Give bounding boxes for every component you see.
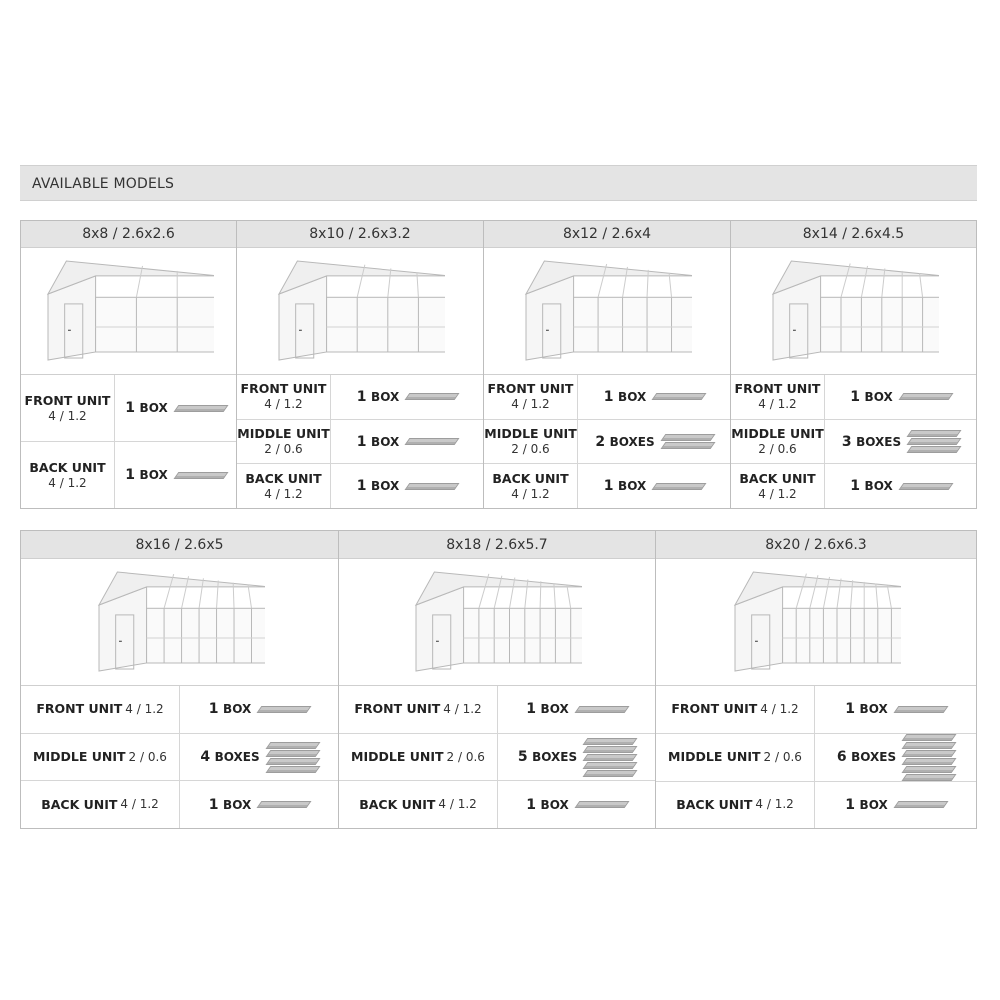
unit-table xyxy=(21,375,236,508)
package-box-icon xyxy=(265,750,320,757)
box-count-word: BOXES xyxy=(532,750,578,764)
box-stack xyxy=(896,706,946,713)
unit-name: FRONT UNIT xyxy=(36,701,123,717)
box-stack xyxy=(909,430,959,453)
unit-ratio: 4 / 1.2 xyxy=(48,475,87,490)
sunroom-illustration-icon xyxy=(95,567,265,677)
unit-row xyxy=(21,780,338,828)
package-box-icon xyxy=(893,801,948,808)
box-count-number: 1 xyxy=(850,478,861,495)
model-image xyxy=(484,248,730,375)
box-count-word: BOX xyxy=(864,479,893,494)
box-count-number: 1 xyxy=(526,796,537,813)
unit-row xyxy=(484,375,730,419)
box-stack xyxy=(904,734,954,781)
unit-name: FRONT UNIT xyxy=(671,701,758,717)
unit-label xyxy=(731,375,825,419)
box-count-number: 1 xyxy=(125,400,136,416)
box-count-word: BOX xyxy=(223,797,252,812)
model-image xyxy=(656,559,976,686)
section-title: AVAILABLE MODELS xyxy=(32,176,175,192)
box-count-cell xyxy=(498,781,655,828)
sunroom-illustration-icon xyxy=(522,256,692,366)
package-box-icon xyxy=(405,393,460,400)
box-count xyxy=(845,797,887,813)
package-box-icon xyxy=(907,438,962,445)
unit-row xyxy=(731,375,976,419)
package-box-icon xyxy=(907,430,962,437)
box-stack xyxy=(407,483,457,490)
model-image xyxy=(339,559,655,686)
unit-label xyxy=(339,781,498,828)
unit-ratio: 4 / 1.2 xyxy=(125,701,164,716)
box-count xyxy=(595,434,654,450)
box-count xyxy=(125,400,167,416)
model-size-title: 8x10 / 2.6x3.2 xyxy=(237,221,483,248)
box-count-cell xyxy=(498,686,655,733)
box-count-word: BOX xyxy=(540,797,569,812)
unit-table xyxy=(237,375,483,508)
box-count-word: BOX xyxy=(139,468,168,482)
box-count-word: BOX xyxy=(371,389,400,404)
box-count-number: 1 xyxy=(356,388,367,405)
box-stack xyxy=(663,434,713,449)
box-count-number: 3 xyxy=(841,433,852,450)
box-count-number: 6 xyxy=(836,749,847,765)
box-count xyxy=(850,478,892,494)
box-count-word: BOX xyxy=(864,389,893,404)
package-box-icon xyxy=(257,706,312,713)
sunroom-illustration-icon xyxy=(769,256,939,366)
box-count-number: 1 xyxy=(125,467,136,483)
sunroom-illustration-icon xyxy=(275,256,445,366)
box-count xyxy=(357,434,399,450)
box-stack xyxy=(577,801,627,808)
unit-ratio: 4 / 1.2 xyxy=(758,397,797,412)
unit-label xyxy=(21,686,180,733)
unit-table xyxy=(656,686,976,828)
unit-table xyxy=(21,686,338,828)
unit-name: MIDDLE UNIT xyxy=(484,426,577,441)
box-count-word: BOX xyxy=(139,401,168,415)
box-count-cell xyxy=(825,375,976,419)
package-box-icon xyxy=(652,483,707,490)
package-box-icon xyxy=(405,483,460,490)
unit-label xyxy=(731,464,825,508)
section-header xyxy=(20,165,977,201)
package-box-icon xyxy=(574,801,629,808)
box-count xyxy=(526,701,568,717)
unit-name: FRONT UNIT xyxy=(487,381,574,397)
box-count-word: BOX xyxy=(859,702,888,717)
box-stack xyxy=(407,438,457,445)
box-count-word: BOX xyxy=(223,702,252,717)
model-size-title: 8x18 / 2.6x5.7 xyxy=(339,531,655,559)
package-box-icon xyxy=(265,758,320,765)
box-count xyxy=(518,749,577,765)
unit-name: FRONT UNIT xyxy=(734,381,821,397)
unit-label xyxy=(656,782,815,829)
sunroom-illustration-icon xyxy=(412,567,582,677)
package-box-icon xyxy=(583,770,638,777)
unit-ratio: 4 / 1.2 xyxy=(438,797,477,812)
package-box-icon xyxy=(652,393,707,400)
unit-table xyxy=(339,686,655,828)
package-box-icon xyxy=(583,746,638,753)
unit-name: BACK UNIT xyxy=(492,470,569,486)
box-count xyxy=(837,749,896,765)
unit-name: BACK UNIT xyxy=(739,470,816,486)
box-count-number: 1 xyxy=(845,701,856,718)
package-box-icon xyxy=(898,483,953,490)
unit-label xyxy=(237,464,331,508)
unit-label xyxy=(339,734,498,781)
box-count-number: 1 xyxy=(850,388,861,405)
box-count-number: 1 xyxy=(208,796,219,813)
box-count-cell xyxy=(180,734,338,781)
model-image xyxy=(731,248,976,375)
box-stack xyxy=(268,742,318,773)
box-count xyxy=(604,478,646,494)
unit-row xyxy=(656,686,976,733)
package-box-icon xyxy=(907,446,962,453)
package-box-icon xyxy=(902,742,957,749)
unit-name: BACK UNIT xyxy=(676,796,753,812)
box-count-cell xyxy=(180,781,338,828)
box-stack xyxy=(901,393,951,400)
box-count-cell xyxy=(115,375,236,441)
box-count-word: BOXES xyxy=(609,434,655,449)
unit-table xyxy=(731,375,976,508)
package-box-icon xyxy=(902,750,957,757)
box-count-number: 1 xyxy=(603,388,614,405)
box-count-word: BOX xyxy=(371,479,400,494)
box-count-word: BOX xyxy=(540,702,569,717)
unit-row xyxy=(21,375,236,441)
box-count xyxy=(845,701,887,717)
unit-ratio: 4 / 1.2 xyxy=(264,397,303,412)
package-box-icon xyxy=(902,758,957,765)
models-row-bottom xyxy=(20,530,977,829)
package-box-icon xyxy=(583,738,638,745)
model-card xyxy=(483,221,730,508)
unit-ratio: 2 / 0.6 xyxy=(511,442,550,456)
box-count xyxy=(125,467,167,483)
box-count-cell xyxy=(115,442,236,508)
package-box-icon xyxy=(902,734,957,741)
box-count-word: BOX xyxy=(618,389,647,404)
box-count-number: 4 xyxy=(200,749,211,765)
model-size-title: 8x20 / 2.6x6.3 xyxy=(656,531,976,559)
box-count-number: 2 xyxy=(595,433,606,450)
box-count-cell xyxy=(815,782,976,829)
model-card xyxy=(21,531,338,828)
box-stack xyxy=(176,472,226,479)
unit-ratio: 4 / 1.2 xyxy=(755,797,794,812)
box-count-cell xyxy=(578,420,730,464)
model-size-title: 8x8 / 2.6x2.6 xyxy=(21,221,236,248)
box-count xyxy=(842,434,901,450)
model-image xyxy=(237,248,483,375)
box-stack xyxy=(176,405,226,412)
box-stack xyxy=(585,738,635,777)
unit-ratio: 4 / 1.2 xyxy=(443,701,482,716)
model-card xyxy=(730,221,976,508)
unit-ratio: 2 / 0.6 xyxy=(763,749,802,764)
unit-ratio: 4 / 1.2 xyxy=(511,397,550,412)
package-box-icon xyxy=(574,706,629,713)
box-count xyxy=(850,389,892,405)
unit-label xyxy=(484,420,578,464)
unit-label xyxy=(484,375,578,419)
unit-name: BACK UNIT xyxy=(245,470,322,486)
unit-name: MIDDLE UNIT xyxy=(351,749,444,764)
package-box-icon xyxy=(583,754,638,761)
unit-label xyxy=(731,420,825,464)
box-count-cell xyxy=(180,686,338,733)
unit-ratio: 2 / 0.6 xyxy=(758,442,797,456)
model-size-title: 8x14 / 2.6x4.5 xyxy=(731,221,976,248)
box-count-cell xyxy=(815,734,976,781)
unit-row xyxy=(339,780,655,828)
box-count-cell xyxy=(498,734,655,781)
model-card xyxy=(236,221,483,508)
unit-name: MIDDLE UNIT xyxy=(731,426,824,441)
box-stack xyxy=(407,393,457,400)
package-box-icon xyxy=(173,472,228,479)
box-count-cell xyxy=(331,464,483,508)
package-box-icon xyxy=(660,442,715,449)
unit-row xyxy=(21,686,338,733)
unit-label xyxy=(656,734,815,781)
unit-name: FRONT UNIT xyxy=(354,701,441,717)
package-box-icon xyxy=(173,405,228,412)
unit-label xyxy=(237,420,331,464)
box-stack xyxy=(901,483,951,490)
box-count xyxy=(209,701,251,717)
model-image xyxy=(21,248,236,375)
box-count-word: BOX xyxy=(859,797,888,812)
box-stack xyxy=(577,706,627,713)
package-box-icon xyxy=(257,801,312,808)
unit-row xyxy=(237,375,483,419)
unit-row xyxy=(484,419,730,464)
sunroom-illustration-icon xyxy=(731,567,901,677)
unit-row xyxy=(339,733,655,781)
box-count-word: BOX xyxy=(618,479,647,494)
box-count-number: 1 xyxy=(208,701,219,718)
package-box-icon xyxy=(898,393,953,400)
unit-label xyxy=(656,686,815,733)
sunroom-illustration-icon xyxy=(44,256,214,366)
box-count-cell xyxy=(825,420,976,464)
models-row-top xyxy=(20,220,977,509)
box-count xyxy=(357,389,399,405)
box-count-word: BOX xyxy=(371,434,400,449)
unit-row xyxy=(21,733,338,781)
box-stack xyxy=(654,483,704,490)
unit-label xyxy=(21,781,180,828)
unit-ratio: 2 / 0.6 xyxy=(128,749,167,764)
box-stack xyxy=(259,706,309,713)
box-count xyxy=(200,749,259,765)
box-count-cell xyxy=(825,464,976,508)
box-count-number: 1 xyxy=(356,433,367,450)
box-count xyxy=(526,797,568,813)
package-box-icon xyxy=(265,766,320,773)
package-box-icon xyxy=(893,706,948,713)
unit-name: FRONT UNIT xyxy=(240,381,327,397)
box-count-word: BOXES xyxy=(856,434,902,449)
box-count xyxy=(604,389,646,405)
unit-table xyxy=(484,375,730,508)
model-card xyxy=(21,221,236,508)
unit-row xyxy=(339,686,655,733)
unit-row xyxy=(731,419,976,464)
box-count xyxy=(357,478,399,494)
box-count-word: BOXES xyxy=(214,750,260,764)
unit-ratio: 2 / 0.6 xyxy=(446,749,485,764)
unit-label xyxy=(484,464,578,508)
unit-ratio: 4 / 1.2 xyxy=(264,486,303,501)
unit-row xyxy=(237,419,483,464)
unit-name: MIDDLE UNIT xyxy=(668,749,761,764)
package-box-icon xyxy=(902,766,957,773)
box-count-word: BOXES xyxy=(851,750,897,764)
unit-label xyxy=(339,686,498,733)
box-count-number: 1 xyxy=(526,701,537,718)
model-card xyxy=(655,531,976,828)
model-size-title: 8x16 / 2.6x5 xyxy=(21,531,338,559)
box-count-number: 1 xyxy=(845,796,856,813)
package-box-icon xyxy=(265,742,320,749)
box-count-number: 1 xyxy=(356,478,367,495)
unit-name: FRONT UNIT xyxy=(24,392,111,408)
unit-ratio: 4 / 1.2 xyxy=(120,797,159,812)
package-box-icon xyxy=(660,434,715,441)
unit-row xyxy=(656,733,976,781)
package-box-icon xyxy=(902,774,957,781)
unit-row xyxy=(21,441,236,508)
unit-name: BACK UNIT xyxy=(359,796,436,812)
model-size-title: 8x12 / 2.6x4 xyxy=(484,221,730,248)
box-count-cell xyxy=(331,420,483,464)
unit-ratio: 2 / 0.6 xyxy=(264,442,303,456)
unit-ratio: 4 / 1.2 xyxy=(511,486,550,501)
unit-ratio: 4 / 1.2 xyxy=(760,701,799,716)
box-stack xyxy=(654,393,704,400)
box-stack xyxy=(896,801,946,808)
unit-label xyxy=(21,734,180,781)
box-stack xyxy=(259,801,309,808)
box-count-cell xyxy=(578,464,730,508)
unit-ratio: 4 / 1.2 xyxy=(48,408,87,423)
model-image xyxy=(21,559,338,686)
box-count-cell xyxy=(331,375,483,419)
unit-name: MIDDLE UNIT xyxy=(33,749,126,764)
box-count-cell xyxy=(815,686,976,733)
unit-row xyxy=(731,463,976,508)
package-box-icon xyxy=(583,762,638,769)
unit-name: BACK UNIT xyxy=(29,459,106,475)
model-card xyxy=(338,531,655,828)
unit-name: MIDDLE UNIT xyxy=(237,426,330,441)
box-count-number: 5 xyxy=(517,749,528,765)
unit-row xyxy=(484,463,730,508)
unit-ratio: 4 / 1.2 xyxy=(758,486,797,501)
unit-label xyxy=(21,442,115,508)
unit-name: BACK UNIT xyxy=(41,796,118,812)
box-count-number: 1 xyxy=(603,478,614,495)
unit-row xyxy=(237,463,483,508)
box-count-cell xyxy=(578,375,730,419)
unit-row xyxy=(656,781,976,829)
unit-label xyxy=(237,375,331,419)
unit-label xyxy=(21,375,115,441)
package-box-icon xyxy=(405,438,460,445)
box-count xyxy=(209,797,251,813)
